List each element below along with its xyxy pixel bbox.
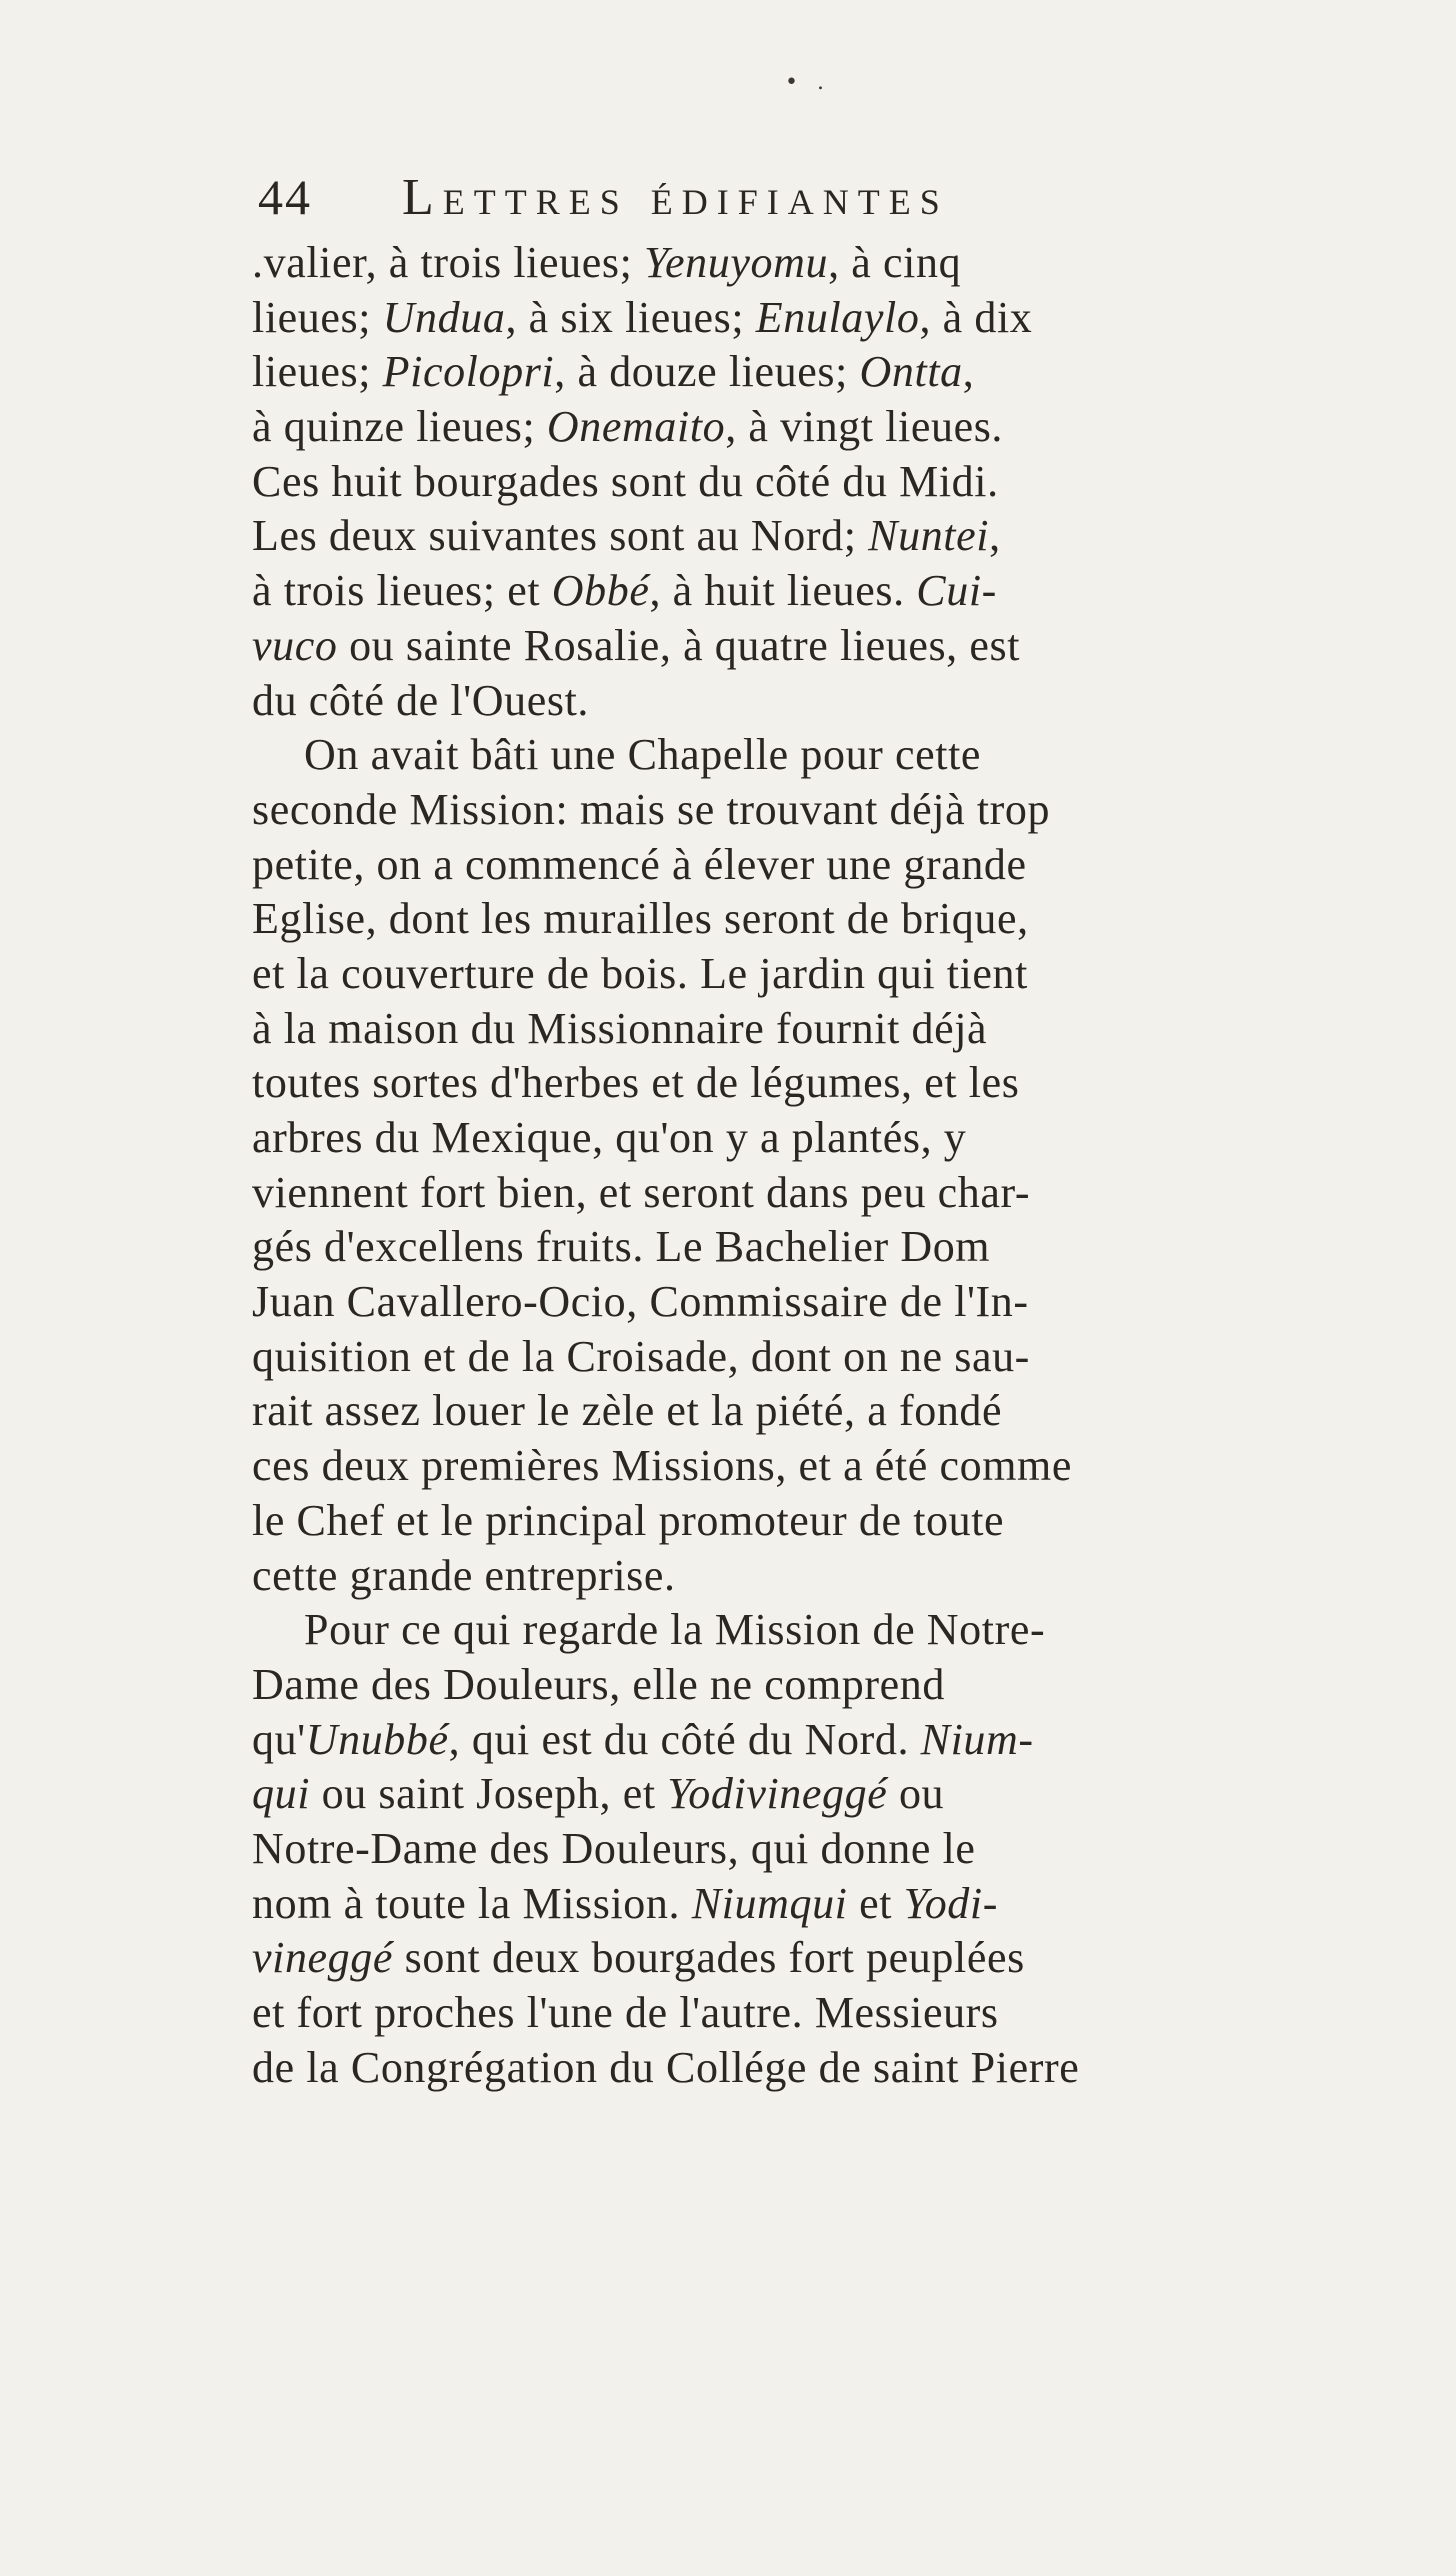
text-run: petite, on a commencé à élever une grande <box>252 839 1027 889</box>
text-line <box>252 1658 1412 1713</box>
italic-place-name: Yenuyomu <box>644 238 829 287</box>
text-line <box>252 1384 1412 1439</box>
text-run: quisition et de la Croisade, dont on ne sau- <box>252 1331 1030 1381</box>
paragraph <box>252 1603 1412 2095</box>
text-line <box>252 564 1412 619</box>
italic-place-name: qui <box>252 1769 311 1819</box>
text-run: , à douze lieues; <box>554 347 860 397</box>
text-line <box>252 1986 1412 2041</box>
text-line <box>252 1111 1412 1166</box>
text-run: sont deux bourgades fort peuplées <box>393 1933 1025 1983</box>
text-run: qu' <box>252 1714 306 1764</box>
text-run: ou sainte Rosalie, à quatre lieues, est <box>337 620 1021 670</box>
italic-place-name: Onemaito <box>546 402 726 452</box>
italic-place-name: Nuntei <box>868 511 990 561</box>
text-line <box>252 1877 1412 1932</box>
running-head <box>258 168 1158 228</box>
text-line <box>252 728 1412 783</box>
text-run: lieues; <box>252 347 383 397</box>
italic-place-name: Yodivineggé <box>667 1769 888 1819</box>
text-run: cette grande entreprise. <box>252 1550 676 1600</box>
text-line <box>252 2041 1412 2096</box>
text-run: , à six lieues; <box>505 292 756 342</box>
text-line <box>252 1767 1412 1822</box>
text-run: , à cinq <box>828 238 962 287</box>
text-line <box>252 1713 1412 1768</box>
body-text <box>252 236 1412 2095</box>
top-marks: • . <box>785 70 830 95</box>
text-run: arbres du Mexique, qu'on y a plantés, y <box>252 1113 967 1162</box>
text-line <box>252 400 1412 455</box>
text-run: Eglise, dont les murailles seront de brique, <box>252 894 1029 944</box>
text-line <box>252 1439 1412 1494</box>
text-line <box>252 236 1412 291</box>
text-run: toutes sortes d'herbes et de légumes, et les <box>252 1058 1020 1108</box>
text-run: On avait bâti une Chapelle pour cette <box>304 730 982 780</box>
page-number: 44 <box>258 169 312 225</box>
text-run: et <box>847 1878 904 1928</box>
text-run: , à vingt lieues. <box>725 402 1004 452</box>
text-run: ou saint Joseph, et <box>310 1769 668 1819</box>
text-run: , <box>989 511 1001 561</box>
text-run: nom à toute la Mission. <box>252 1878 692 1928</box>
text-line <box>252 345 1412 400</box>
text-run: Pour ce qui regarde la Mission de Notre- <box>304 1605 1046 1655</box>
italic-place-name: Cui- <box>916 566 997 616</box>
italic-place-name: Yodi- <box>903 1878 998 1928</box>
text-line <box>252 1166 1412 1221</box>
text-run: .valier, à trois lieues; <box>252 238 645 287</box>
paragraph <box>252 728 1412 1603</box>
running-title: Lettres édifiantes <box>402 169 949 226</box>
text-run: Ces huit bourgades sont du côté du Midi. <box>252 456 999 506</box>
text-run: gés d'excellens fruits. Le Bachelier Dom <box>252 1222 991 1272</box>
text-line <box>252 1275 1412 1330</box>
text-line <box>252 1002 1412 1057</box>
text-run: Dame des Douleurs, elle ne comprend <box>252 1659 945 1709</box>
text-run: et la couverture de bois. Le jardin qui tient <box>252 948 1028 998</box>
text-run: rait assez louer le zèle et la piété, a fondé <box>252 1386 1003 1436</box>
italic-place-name: Enulaylo <box>755 292 920 342</box>
text-line <box>252 1330 1412 1385</box>
text-line <box>252 619 1412 674</box>
text-run: , <box>962 347 975 397</box>
text-run: viennent fort bien, et seront dans peu char- <box>252 1167 1031 1217</box>
text-run: Les deux suivantes sont au Nord; <box>252 511 869 561</box>
text-line <box>252 509 1412 564</box>
italic-place-name: Ontta <box>859 347 963 397</box>
text-line <box>252 838 1412 893</box>
text-line <box>252 783 1412 838</box>
text-line <box>252 1494 1412 1549</box>
text-line <box>252 1603 1412 1658</box>
text-line <box>252 1056 1412 1111</box>
italic-place-name: Obbé <box>551 566 650 616</box>
paragraph <box>252 236 1412 728</box>
text-run: seconde Mission: mais se trouvant déjà trop <box>252 784 1051 834</box>
italic-place-name: Undua <box>382 292 506 342</box>
text-line <box>252 1822 1412 1877</box>
italic-place-name: Niumqui <box>691 1878 848 1928</box>
text-line <box>252 291 1412 346</box>
text-run: du côté de l'Ouest. <box>252 675 590 725</box>
text-run: , qui est du côté du Nord. <box>448 1714 921 1764</box>
text-line <box>252 455 1412 510</box>
text-line <box>252 1220 1412 1275</box>
text-run: à trois lieues; et <box>252 566 552 616</box>
italic-place-name: vuco <box>252 620 338 670</box>
text-run: ou <box>887 1769 945 1819</box>
text-run: et fort proches l'une de l'autre. Messieurs <box>252 1988 999 2037</box>
text-line <box>252 947 1412 1002</box>
text-line <box>252 1931 1412 1986</box>
text-run: de la Congrégation du Collége de saint Pierre <box>252 2042 1080 2092</box>
text-run: Notre-Dame des Douleurs, qui donne le <box>252 1823 976 1873</box>
italic-place-name: Picolopri <box>382 347 555 397</box>
italic-place-name: Unubbé <box>305 1714 449 1764</box>
text-run: à quinze lieues; <box>252 402 547 452</box>
text-run: lieues; <box>252 292 383 342</box>
text-run: ces deux premières Missions, et a été comme <box>252 1441 1072 1491</box>
text-line <box>252 1549 1412 1604</box>
text-run: , à huit lieues. <box>649 566 917 616</box>
italic-place-name: vineggé <box>252 1933 394 1983</box>
text-run: , à dix <box>919 292 1033 342</box>
text-run: Juan Cavallero-Ocio, Commissaire de l'In- <box>252 1277 1029 1327</box>
italic-place-name: Nium- <box>920 1714 1034 1764</box>
text-line <box>252 674 1412 729</box>
text-run: le Chef et le principal promoteur de toute <box>252 1495 1005 1545</box>
text-line <box>252 892 1412 947</box>
text-run: à la maison du Missionnaire fournit déjà <box>252 1003 988 1053</box>
